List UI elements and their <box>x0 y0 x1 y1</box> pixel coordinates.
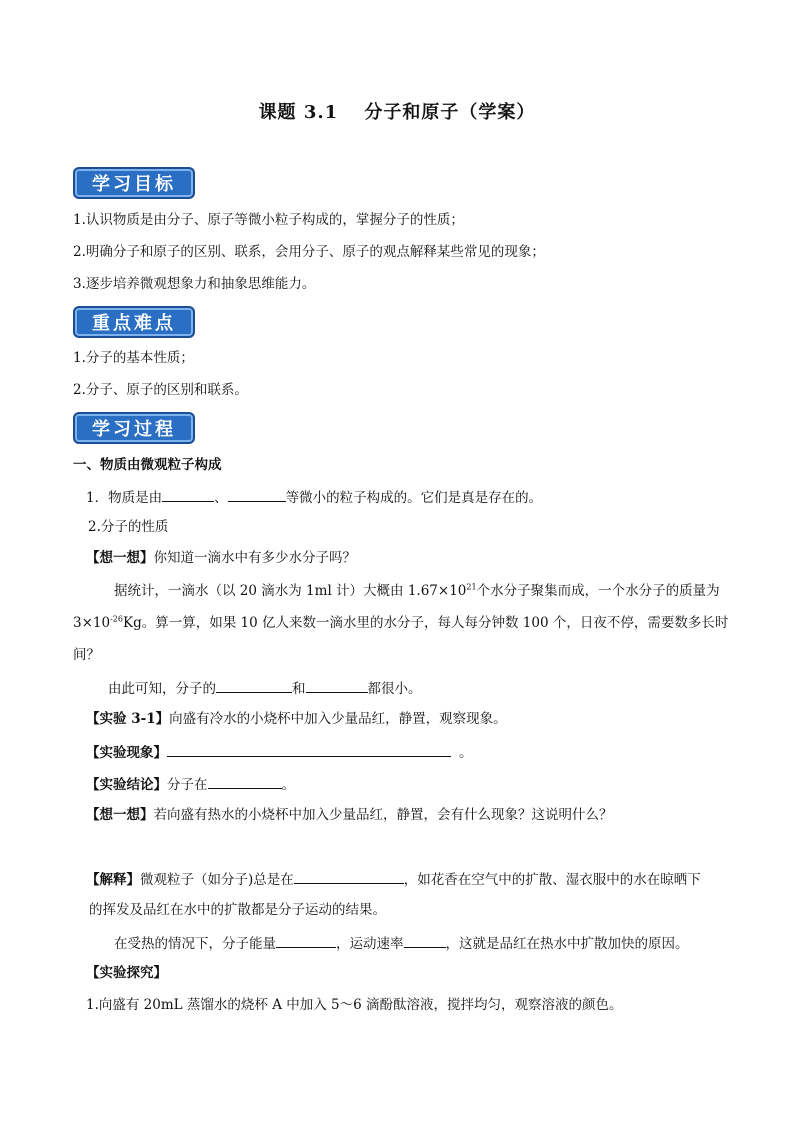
key-point-2: 2.分子、原子的区别和联系。 <box>73 382 248 398</box>
badge-learning-goals: 学习目标 <box>73 167 195 199</box>
badge-key-points: 重点难点 <box>73 306 195 338</box>
answer-blank[interactable] <box>404 933 446 948</box>
explanation-line1: 【解释】微观粒子（如分子)总是在 ，如花香在空气中的扩散、湿衣服中的水在晾晒下 <box>86 869 701 889</box>
answer-blank[interactable] <box>294 869 404 884</box>
badge-learning-process: 学习过程 <box>73 412 195 444</box>
experiment-3-1: 【实验 3-1】向盛有冷水的小烧杯中加入少量品红，静置，观察现象。 <box>86 711 507 727</box>
think-prompt-2: 【想一想】若向盛有热水的小烧杯中加入少量品红，静置，会有什么现象？这说明什么？ <box>86 807 613 823</box>
statistic-paragraph-line2: $3\times 10^{-26}Kg$。算一算，如果 10 亿人来数一滴水里的水分子，每人每分钟数 100 个，日夜不停，需要数多长时 <box>73 614 729 631</box>
think-prompt-1: 【想一想】你知道一滴水中有多少水分子吗？ <box>86 550 356 566</box>
question-1: 1．物质是由 、 等微小的粒子构成的。它们是真是存在的。 <box>86 487 542 507</box>
heating-sentence: 在受热的情况下，分子能量 ，运动速率 ，这就是品红在热水中扩散加快的原因。 <box>114 933 689 953</box>
experiment-conclusion: 【实验结论】分子在 。 <box>86 774 295 794</box>
answer-blank[interactable] <box>216 678 292 693</box>
answer-blank[interactable] <box>306 678 368 693</box>
answer-blank[interactable] <box>162 487 214 502</box>
goal-item-1: 1.认识物质是由分子、原子等微小粒子构成的，掌握分子的性质； <box>73 212 464 228</box>
goal-item-3: 3.逐步培养微观想象力和抽象思维能力。 <box>73 276 316 292</box>
section-heading: 一、物质由微观粒子构成 <box>73 457 222 473</box>
explanation-line2: 的挥发及品红在水中的扩散都是分子运动的结果。 <box>89 902 386 918</box>
key-point-1: 1.分子的基本性质； <box>73 350 194 366</box>
question-2: 2.分子的性质 <box>88 519 169 535</box>
conclusion-sentence: 由此可知，分子的 和 都很小。 <box>108 678 422 698</box>
statistic-paragraph-line1: 据统计，一滴水（以 20 滴水为 1ml 计）大概由 $1.67\times 10^{21}$个水分子聚集而成，一个水分子的质量为 <box>114 582 720 599</box>
explore-step-1: 1.向盛有 20mL 蒸馏水的烧杯 A 中加入 5～6 滴酚酞溶液，搅拌均匀，观察溶液的颜色。 <box>86 997 623 1013</box>
experiment-phenomenon: 【实验现象】 。 <box>86 742 473 762</box>
page-title: 课题 3.1 分子和原子（学案） <box>258 102 536 123</box>
statistic-paragraph-line3: 间？ <box>73 647 100 663</box>
goal-item-2: 2.明确分子和原子的区别、联系，会用分子、原子的观点解释某些常见的现象； <box>73 244 545 260</box>
answer-blank[interactable] <box>228 487 286 502</box>
explore-heading: 【实验探究】 <box>86 965 167 981</box>
answer-blank[interactable] <box>276 933 336 948</box>
answer-blank[interactable] <box>167 742 451 757</box>
answer-blank[interactable] <box>208 774 282 789</box>
